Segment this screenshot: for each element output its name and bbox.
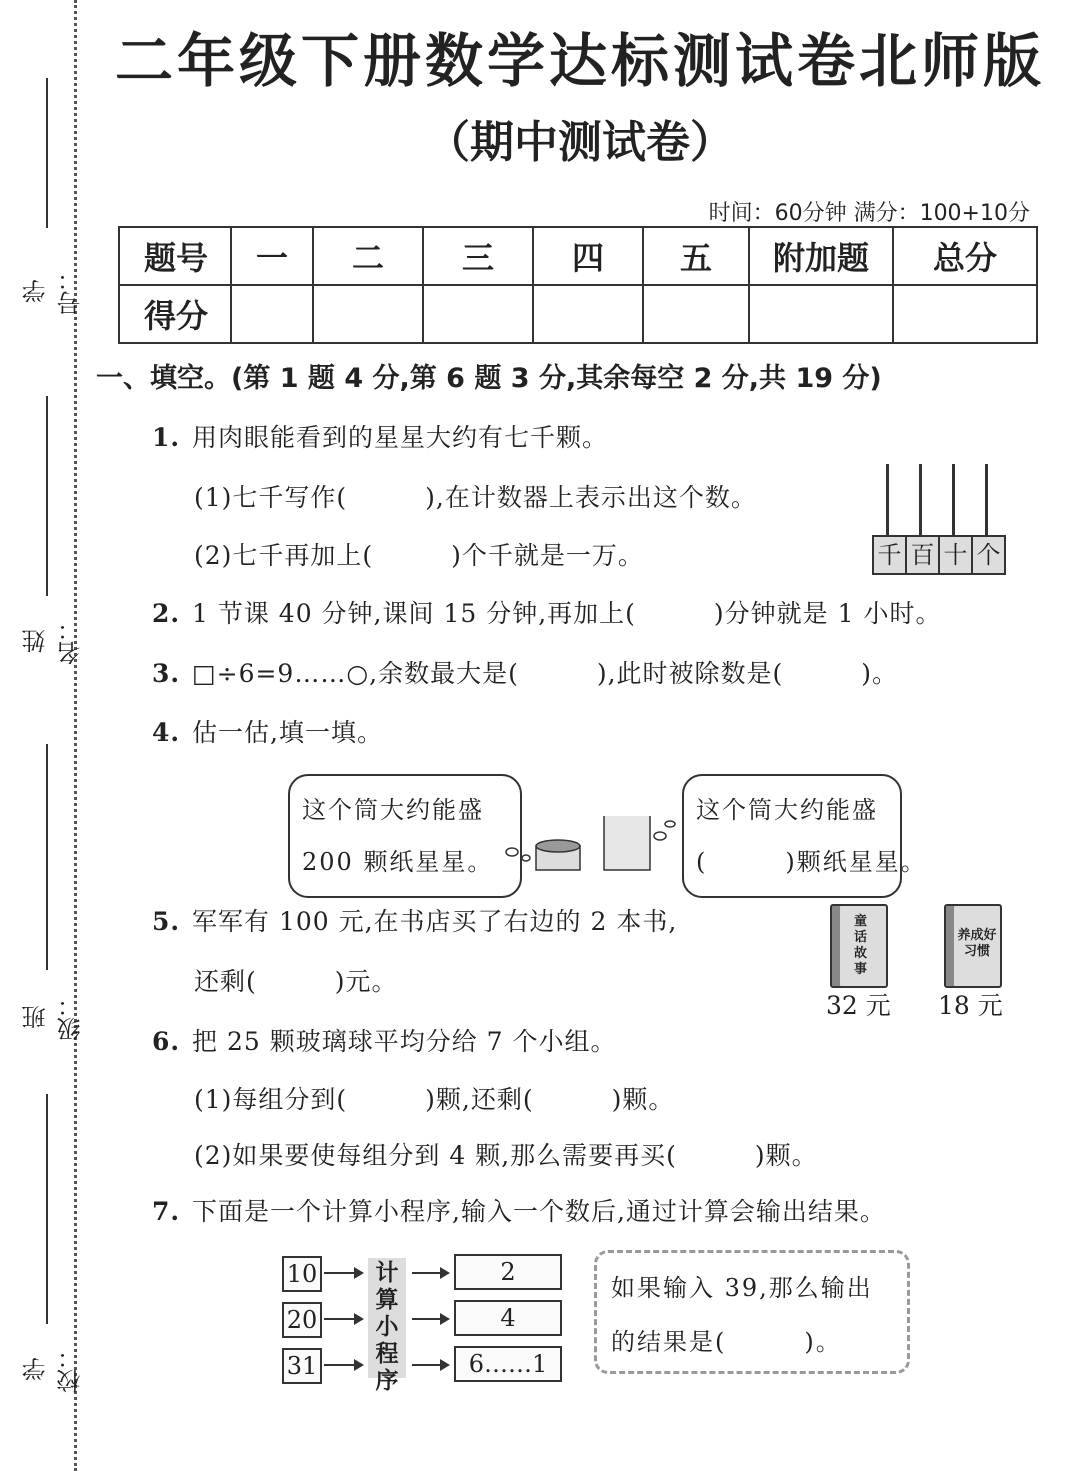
- student-id-label: 学号：: [22, 267, 85, 315]
- thought-dot-icon: [522, 855, 530, 861]
- question-text: 把 25 颗玻璃球平均分给 7 个小组。: [192, 1027, 617, 1056]
- question-3[interactable]: [152, 654, 898, 690]
- class-label: 班级：: [22, 993, 85, 1041]
- speech-bubble-right: [682, 774, 927, 898]
- prompt-line: 如果输入 39,那么输出: [611, 1274, 873, 1302]
- exam-meta: 时间：60分钟 满分：100+10分: [708, 201, 1030, 226]
- question-number: 1.: [152, 423, 181, 452]
- score-blank-cell[interactable]: [423, 285, 533, 343]
- input-box: 10: [282, 1256, 322, 1292]
- question-7-prompt-box: [594, 1250, 910, 1374]
- arrow-right-icon: [324, 1318, 362, 1320]
- question-text: 下面是一个计算小程序,输入一个数后,通过计算会输出结果。: [192, 1197, 886, 1226]
- abacus-rod-hundreds: [919, 464, 922, 536]
- thought-dot-icon: [665, 821, 675, 827]
- score-blank-cell[interactable]: [643, 285, 749, 343]
- abacus-label: 个: [976, 541, 1001, 569]
- thought-dot-icon: [506, 848, 518, 856]
- question-1-part-1[interactable]: (1)七千写作( ),在计数器上表示出这个数。: [194, 483, 757, 512]
- arrow-right-icon: [412, 1318, 448, 1320]
- question-7: [152, 1192, 886, 1228]
- score-row-label: 得分: [119, 285, 231, 343]
- abacus-rod-ones: [985, 464, 988, 536]
- calculation-program-box: 计算小程序: [368, 1258, 406, 1378]
- page-subtitle: （期中测试卷）: [426, 117, 734, 168]
- question-5: [152, 902, 677, 938]
- abacus-rod-tens: [952, 464, 955, 536]
- score-table-score-row: [119, 285, 1037, 343]
- output-box: 4: [454, 1300, 562, 1336]
- score-blank-cell[interactable]: [533, 285, 643, 343]
- score-blank-cell[interactable]: [313, 285, 423, 343]
- question-6: [152, 1022, 617, 1058]
- score-header-cell: 一: [231, 227, 313, 285]
- score-table-header-row: [119, 227, 1037, 285]
- score-header-cell: 题号: [119, 227, 231, 285]
- section-1-heading: 一、填空。(第 1 题 4 分,第 6 题 3 分,其余每空 2 分,共 19 分): [96, 363, 882, 394]
- question-text: □÷6=9……○,余数最大是( ),此时被除数是( )。: [192, 659, 899, 688]
- question-text: 军军有 100 元,在书店买了右边的 2 本书,: [192, 907, 678, 936]
- page-title: 二年级下册数学达标测试卷北师版: [114, 27, 1045, 95]
- score-header-cell: 附加题: [749, 227, 893, 285]
- score-header-cell: 二: [313, 227, 423, 285]
- bubble-line: 这个筒大约能盛: [302, 796, 484, 824]
- name-label: 姓名：: [22, 617, 85, 665]
- question-text: 用肉眼能看到的星星大约有七千颗。: [192, 423, 609, 452]
- question-6-part-1[interactable]: (1)每组分到( )颗,还剩( )颗。: [194, 1085, 675, 1114]
- score-blank-cell[interactable]: [231, 285, 313, 343]
- question-number: 7.: [152, 1197, 181, 1226]
- school-line[interactable]: [46, 1094, 48, 1324]
- arrow-right-icon: [324, 1272, 362, 1274]
- abacus-label: 千: [874, 537, 907, 573]
- question-6-part-2[interactable]: (2)如果要使每组分到 4 颗,那么需要再买( )颗。: [194, 1141, 818, 1170]
- arrow-right-icon: [324, 1364, 362, 1366]
- question-number: 3.: [152, 659, 181, 688]
- question-number: 4.: [152, 718, 181, 747]
- cylinders-illustration: [500, 816, 690, 874]
- cylinder-top-icon: [536, 840, 580, 852]
- score-header-cell: 总分: [893, 227, 1037, 285]
- question-4: [152, 713, 383, 749]
- score-header-cell: 四: [533, 227, 643, 285]
- question-2[interactable]: [152, 594, 941, 630]
- question-text: 1 节课 40 分钟,课间 15 分钟,再加上( )分钟就是 1 小时。: [192, 599, 942, 628]
- book-fairy-tales: [830, 904, 888, 988]
- abacus-label: 十: [940, 537, 973, 573]
- class-line[interactable]: [46, 744, 48, 970]
- question-1-part-2[interactable]: (2)七千再加上( )个千就是一万。: [194, 541, 644, 570]
- book-title: 养成好习惯: [957, 928, 997, 959]
- input-box: 31: [282, 1348, 322, 1384]
- book-price: 32 元: [826, 991, 891, 1020]
- question-number: 2.: [152, 599, 181, 628]
- name-line[interactable]: [46, 396, 48, 596]
- question-1: [152, 418, 608, 454]
- tall-cylinder-icon: [604, 816, 650, 870]
- bubble-line: 这个筒大约能盛: [696, 796, 878, 824]
- question-number: 5.: [152, 907, 181, 936]
- arrow-right-icon: [412, 1364, 448, 1366]
- score-blank-cell[interactable]: [749, 285, 893, 343]
- abacus-rod-thousands: [886, 464, 889, 536]
- question-text: 估一估,填一填。: [192, 718, 383, 747]
- abacus-counter[interactable]: [872, 535, 1006, 575]
- score-header-cell: 三: [423, 227, 533, 285]
- abacus-label: 百: [907, 537, 940, 573]
- bubble-line[interactable]: ( )颗纸星星。: [696, 848, 927, 876]
- speech-bubble-left: [288, 774, 522, 898]
- output-box: 6……1: [454, 1346, 562, 1382]
- question-number: 6.: [152, 1027, 181, 1056]
- arrow-right-icon: [412, 1272, 448, 1274]
- book-good-habits: [944, 904, 1002, 988]
- score-table: [118, 226, 1038, 344]
- input-box: 20: [282, 1302, 322, 1338]
- bubble-line: 200 颗纸星星。: [302, 848, 494, 876]
- school-label: 学校：: [22, 1345, 85, 1393]
- prompt-line[interactable]: 的结果是( )。: [611, 1328, 842, 1356]
- score-header-cell: 五: [643, 227, 749, 285]
- score-blank-cell[interactable]: [893, 285, 1037, 343]
- binding-dotted-line: [74, 0, 77, 1471]
- thought-dot-icon: [654, 832, 666, 840]
- book-title: 童话故事: [854, 914, 868, 977]
- output-box: 2: [454, 1254, 562, 1290]
- question-5-line-2[interactable]: 还剩( )元。: [194, 967, 398, 996]
- book-price: 18 元: [938, 991, 1003, 1020]
